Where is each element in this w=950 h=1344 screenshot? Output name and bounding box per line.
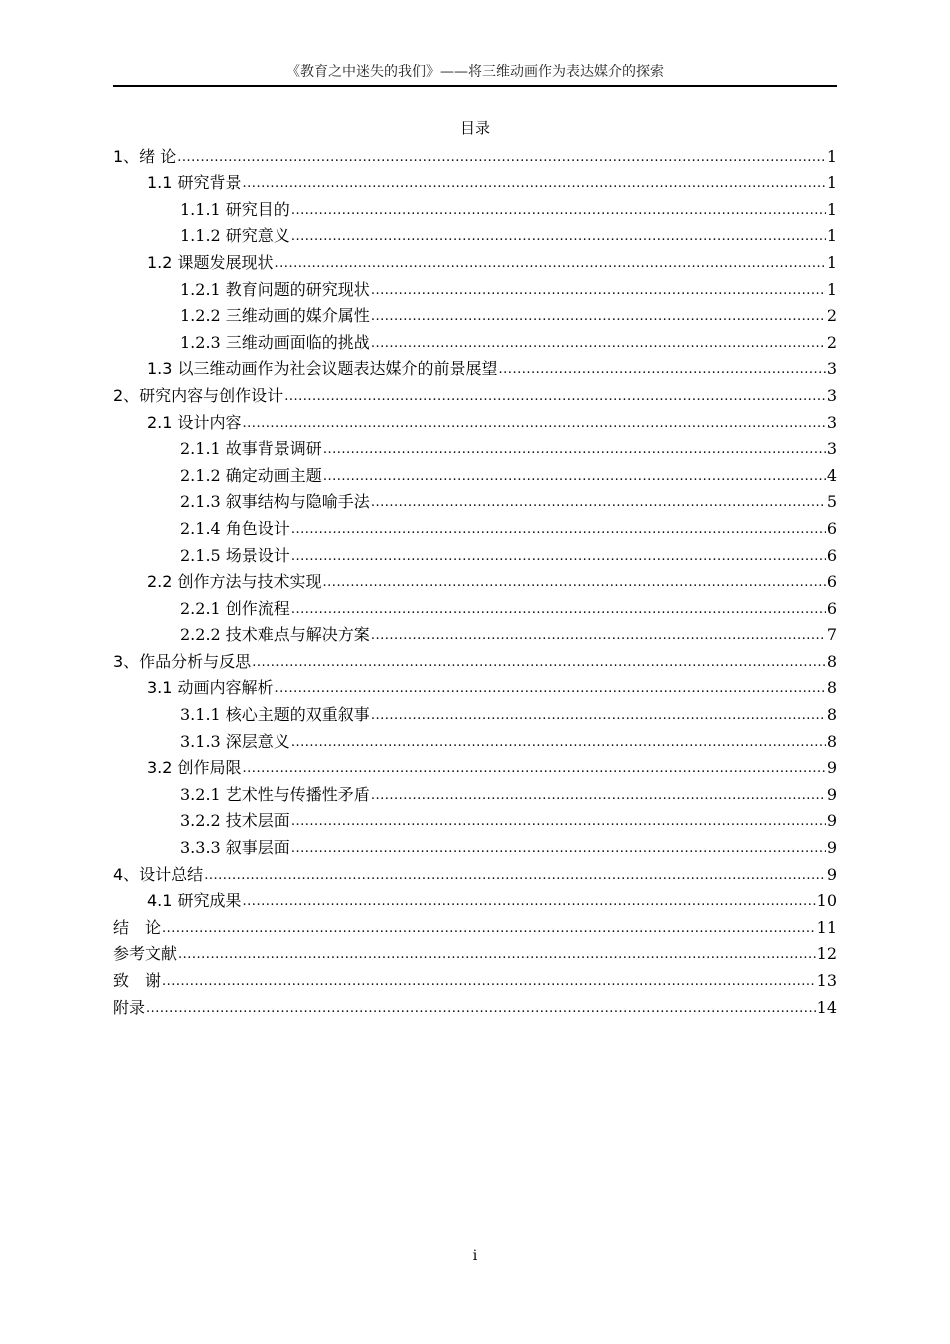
toc-entry-page: 4 bbox=[826, 465, 837, 485]
toc-leader-dots bbox=[371, 335, 826, 353]
toc-entry-label: 2.2.1 创作流程 bbox=[180, 598, 290, 618]
toc-entry-page: 6 bbox=[826, 598, 837, 618]
header-rule bbox=[113, 85, 837, 87]
toc-entry[interactable] bbox=[113, 140, 837, 167]
toc-entry-label: 3.1.3 深层意义 bbox=[180, 731, 290, 751]
toc-entry[interactable] bbox=[113, 885, 837, 912]
toc-entry-page: 1 bbox=[826, 173, 837, 193]
toc-leader-dots bbox=[371, 308, 826, 326]
toc-entry-label: 2.1 设计内容 bbox=[147, 412, 242, 432]
toc-entry-label: 1.2.3 三维动画面临的挑战 bbox=[180, 332, 370, 352]
toc-entry[interactable] bbox=[113, 273, 837, 300]
toc-leader-dots bbox=[371, 787, 826, 805]
toc-entry-label: 2.1.3 叙事结构与隐喻手法 bbox=[180, 492, 370, 512]
toc-leader-dots bbox=[371, 707, 826, 725]
toc-entry-label: 2.2 创作方法与技术实现 bbox=[147, 572, 322, 592]
toc-leader-dots bbox=[371, 627, 826, 645]
toc-leader-dots bbox=[162, 973, 816, 991]
toc-leader-dots bbox=[291, 840, 826, 858]
toc-entry-label: 3、作品分析与反思 bbox=[113, 651, 252, 671]
toc-entry-label: 结 论 bbox=[113, 917, 162, 937]
toc-entry-label: 1.1.1 研究目的 bbox=[180, 199, 290, 219]
toc-entry[interactable] bbox=[113, 991, 837, 1018]
toc-entry[interactable] bbox=[113, 459, 837, 486]
toc-leader-dots bbox=[291, 813, 826, 831]
toc-leader-dots bbox=[275, 255, 826, 273]
toc-entry[interactable] bbox=[113, 300, 837, 327]
toc-leader-dots bbox=[291, 734, 826, 752]
toc-entry-page: 14 bbox=[816, 997, 837, 1017]
toc-entry[interactable] bbox=[113, 379, 837, 406]
toc-leader-dots bbox=[291, 228, 826, 246]
toc-entry-label: 1.2 课题发展现状 bbox=[147, 252, 274, 272]
toc-entry[interactable] bbox=[113, 539, 837, 566]
toc-entry-label: 1.1 研究背景 bbox=[147, 173, 242, 193]
toc-entry-page: 1 bbox=[826, 252, 837, 272]
toc-entry-page: 9 bbox=[826, 838, 837, 858]
toc-entry-page: 3 bbox=[826, 385, 837, 405]
toc-leader-dots bbox=[252, 654, 826, 672]
toc-entry[interactable] bbox=[113, 353, 837, 380]
toc-entry-label: 4、设计总结 bbox=[113, 864, 204, 884]
toc-leader-dots bbox=[291, 601, 826, 619]
toc-entry[interactable] bbox=[113, 326, 837, 353]
toc-entry[interactable] bbox=[113, 831, 837, 858]
toc-entry-page: 1 bbox=[826, 226, 837, 246]
toc-entry-page: 13 bbox=[816, 971, 837, 990]
toc-leader-dots bbox=[291, 202, 826, 220]
toc-entry-label: 1、绪 论 bbox=[113, 146, 177, 166]
toc-entry[interactable] bbox=[113, 938, 837, 965]
toc-entry[interactable] bbox=[113, 566, 837, 593]
toc-leader-dots bbox=[323, 574, 826, 592]
toc-entry-page: 8 bbox=[826, 705, 837, 725]
toc-entry[interactable] bbox=[113, 858, 837, 885]
toc-entry-page: 1 bbox=[826, 146, 837, 166]
toc-entry-page: 5 bbox=[826, 492, 837, 512]
toc-leader-dots bbox=[284, 388, 826, 406]
toc-leader-dots bbox=[204, 867, 826, 885]
toc-entry-label: 2、研究内容与创作设计 bbox=[113, 385, 284, 405]
toc-entry-label: 1.2.2 三维动画的媒介属性 bbox=[180, 306, 370, 326]
toc-entry[interactable] bbox=[113, 406, 837, 433]
toc-entry[interactable] bbox=[113, 698, 837, 725]
toc-entry-label: 1.2.1 教育问题的研究现状 bbox=[180, 279, 370, 299]
toc-entry-page: 1 bbox=[826, 279, 837, 299]
toc-entry[interactable] bbox=[113, 725, 837, 752]
toc-leader-dots bbox=[177, 149, 826, 167]
toc-entry-page: 1 bbox=[826, 199, 837, 219]
running-header: 《教育之中迷失的我们》——将三维动画作为表达媒介的探索 bbox=[286, 64, 664, 80]
page-number: i bbox=[472, 1248, 478, 1264]
toc-entry-label: 附录 bbox=[113, 997, 146, 1017]
toc-entry[interactable] bbox=[113, 592, 837, 619]
toc-entry-label: 2.1.5 场景设计 bbox=[180, 545, 290, 565]
toc-leader-dots bbox=[275, 680, 826, 698]
toc-entry-label: 2.2.2 技术难点与解决方案 bbox=[180, 625, 370, 645]
toc-entry-page: 8 bbox=[826, 678, 837, 698]
toc-entry-label: 3.2 创作局限 bbox=[147, 758, 242, 778]
toc-entry-page: 8 bbox=[826, 651, 837, 671]
toc-leader-dots bbox=[371, 494, 826, 512]
toc-entry[interactable] bbox=[113, 486, 837, 513]
toc-entry-page: 11 bbox=[816, 917, 837, 937]
toc-entry-page: 6 bbox=[826, 545, 837, 565]
toc-leader-dots bbox=[499, 361, 826, 379]
toc-entry[interactable] bbox=[113, 911, 837, 938]
toc-entry-page: 3 bbox=[826, 412, 837, 432]
toc-entry-label: 1.3 以三维动画作为社会议题表达媒介的前景展望 bbox=[147, 359, 498, 379]
toc-entry-page: 9 bbox=[826, 864, 837, 884]
toc-title: 目录 bbox=[459, 119, 490, 137]
toc-leader-dots bbox=[291, 548, 826, 566]
toc-leader-dots bbox=[243, 893, 816, 911]
toc-leader-dots bbox=[178, 946, 816, 964]
toc-entry[interactable] bbox=[113, 645, 837, 672]
toc-leader-dots bbox=[291, 521, 826, 539]
toc-entry-page: 3 bbox=[826, 439, 837, 459]
toc-entry[interactable] bbox=[113, 167, 837, 194]
toc-entry[interactable] bbox=[113, 778, 837, 805]
toc-entry[interactable] bbox=[113, 805, 837, 832]
toc-entry-page: 9 bbox=[826, 784, 837, 804]
toc-entry[interactable] bbox=[113, 433, 837, 460]
toc-entry[interactable] bbox=[113, 193, 837, 220]
toc-leader-dots bbox=[371, 282, 826, 300]
toc-entry-label: 3.2.1 艺术性与传播性矛盾 bbox=[180, 784, 370, 804]
toc-entry[interactable] bbox=[113, 220, 837, 247]
toc-entry-page: 12 bbox=[816, 944, 837, 964]
toc-leader-dots bbox=[146, 1000, 816, 1018]
toc-entry-page: 2 bbox=[826, 306, 837, 326]
toc-entry-page: 7 bbox=[826, 625, 837, 645]
toc-entry-page: 9 bbox=[826, 811, 837, 831]
toc-entry-page: 9 bbox=[826, 758, 837, 778]
toc-leader-dots bbox=[243, 415, 826, 433]
table-of-contents bbox=[113, 140, 837, 1018]
toc-entry-label: 4.1 研究成果 bbox=[147, 891, 242, 911]
toc-entry-label: 3.2.2 技术层面 bbox=[180, 811, 290, 831]
toc-leader-dots bbox=[323, 441, 826, 459]
toc-entry-label: 3.1 动画内容解析 bbox=[147, 678, 274, 698]
toc-entry-label: 2.1.2 确定动画主题 bbox=[180, 465, 322, 485]
toc-entry[interactable] bbox=[113, 246, 837, 273]
toc-leader-dots bbox=[243, 760, 826, 778]
toc-leader-dots bbox=[323, 468, 826, 486]
toc-entry[interactable] bbox=[113, 752, 837, 779]
toc-entry-label: 2.1.4 角色设计 bbox=[180, 518, 290, 538]
toc-entry-label: 致 谢 bbox=[113, 971, 162, 990]
toc-entry[interactable] bbox=[113, 964, 837, 991]
toc-leader-dots bbox=[162, 920, 816, 938]
toc-entry-page: 2 bbox=[826, 332, 837, 352]
toc-entry-label: 2.1.1 故事背景调研 bbox=[180, 439, 322, 459]
toc-entry-page: 3 bbox=[826, 359, 837, 379]
toc-leader-dots bbox=[243, 175, 826, 193]
toc-entry[interactable] bbox=[113, 619, 837, 646]
toc-entry-page: 8 bbox=[826, 731, 837, 751]
toc-entry-label: 3.3.3 叙事层面 bbox=[180, 838, 290, 858]
toc-entry-label: 参考文献 bbox=[113, 944, 178, 964]
toc-entry[interactable] bbox=[113, 512, 837, 539]
toc-entry-label: 3.1.1 核心主题的双重叙事 bbox=[180, 705, 370, 725]
toc-entry-page: 10 bbox=[816, 891, 837, 911]
toc-entry-label: 1.1.2 研究意义 bbox=[180, 226, 290, 246]
toc-entry-page: 6 bbox=[826, 572, 837, 592]
toc-entry[interactable] bbox=[113, 672, 837, 699]
toc-entry-page: 6 bbox=[826, 518, 837, 538]
